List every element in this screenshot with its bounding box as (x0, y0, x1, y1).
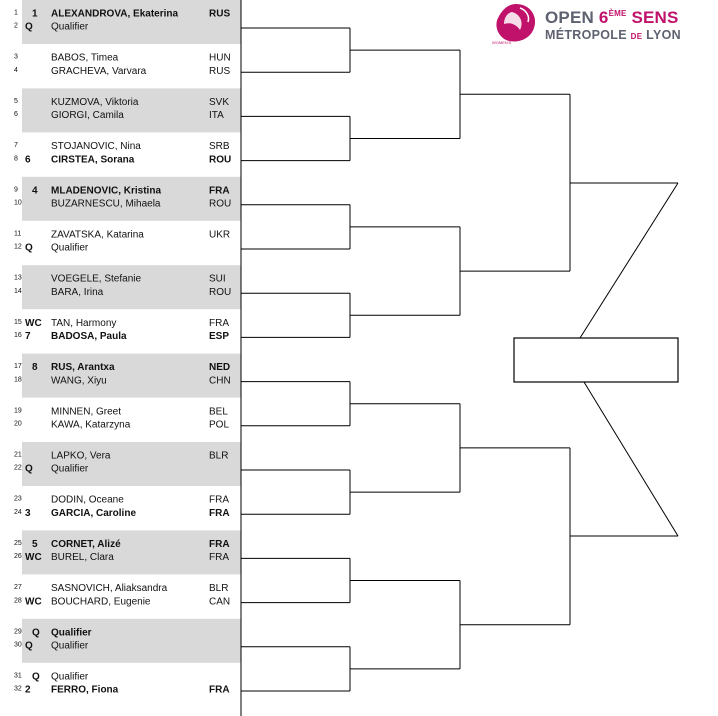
seed-label: 7 (25, 331, 31, 343)
draw-position-number: 29 (14, 628, 22, 636)
draw-position-number: 24 (14, 508, 22, 516)
country-code: ITA (209, 110, 224, 122)
country-code: FRA (209, 684, 230, 696)
country-code: SUI (209, 273, 226, 285)
player-name: FERRO, Fiona (51, 684, 119, 696)
country-code: NED (209, 362, 231, 374)
player-name: WANG, Xiyu (51, 375, 107, 387)
player-name: Qualifier (51, 671, 89, 683)
draw-position-number: 5 (14, 97, 18, 105)
country-code: ROU (209, 198, 232, 210)
country-code: UKR (209, 229, 231, 241)
draw-position-number: 12 (14, 243, 22, 251)
player-name: CORNET, Alizé (51, 538, 121, 550)
country-code: FRA (209, 185, 230, 197)
country-code: BEL (209, 406, 228, 418)
player-name: RUS, Arantxa (51, 362, 115, 374)
draw-position-number: 13 (14, 274, 22, 282)
champion-box (514, 338, 678, 382)
draw-position-number: 2 (14, 22, 18, 30)
draw-position-number: 31 (14, 672, 22, 680)
final-line-top (580, 183, 678, 338)
draw-position-number: 17 (14, 363, 22, 371)
player-name: CIRSTEA, Sorana (51, 154, 135, 166)
seed-label: WC (25, 552, 42, 564)
player-name: SASNOVICH, Aliaksandra (51, 583, 168, 595)
player-name: Qualifier (51, 640, 89, 652)
player-name: MLADENOVIC, Kristina (51, 185, 162, 197)
player-name: TAN, Harmony (51, 317, 117, 329)
draw-position-number: 4 (14, 66, 18, 74)
draw-position-number: 22 (14, 464, 22, 472)
player-name: DODIN, Oceane (51, 494, 124, 506)
seed-label: Q (25, 242, 33, 254)
seed-label: 2 (25, 684, 31, 696)
draw-position-number: 14 (14, 287, 22, 295)
country-code: ESP (209, 331, 230, 343)
seed-label: 3 (25, 507, 31, 519)
country-code: RUS (209, 8, 231, 20)
seed-label: Q (32, 671, 40, 683)
player-name: STOJANOVIC, Nina (51, 141, 141, 153)
draw-position-number: 19 (14, 407, 22, 415)
player-name: GRACHEVA, Varvara (51, 65, 147, 77)
country-code: CHN (209, 375, 231, 387)
player-name: BARA, Irina (51, 286, 104, 298)
country-code: CAN (209, 596, 231, 608)
country-code: RUS (209, 65, 231, 77)
country-code: FRA (209, 507, 230, 519)
country-code: FRA (209, 317, 229, 329)
player-name: VOEGELE, Stefanie (51, 273, 142, 285)
player-name: BADOSA, Paula (51, 331, 127, 343)
player-name: Qualifier (51, 627, 92, 639)
player-name: BABOS, Timea (51, 52, 119, 64)
seed-label: Q (25, 21, 33, 33)
country-code: ROU (209, 286, 232, 298)
draw-position-number: 23 (14, 495, 22, 503)
seed-label: 6 (25, 154, 31, 166)
final-line-bottom (584, 382, 678, 536)
tournament-logo (490, 0, 680, 50)
seed-label: Q (25, 640, 33, 652)
draw-position-number: 3 (14, 53, 18, 61)
player-name: GIORGI, Camila (51, 110, 124, 122)
player-name: ALEXANDROVA, Ekaterina (51, 8, 179, 20)
draw-position-number: 18 (14, 376, 22, 384)
draw-position-number: 26 (14, 553, 22, 561)
player-name: Qualifier (51, 463, 89, 475)
seed-label: WC (25, 317, 42, 329)
country-code: FRA (209, 494, 229, 506)
draw-position-number: 30 (14, 641, 22, 649)
player-name: ZAVATSKA, Katarina (51, 229, 144, 241)
country-code: BLR (209, 583, 229, 595)
draw-position-number: 8 (14, 155, 18, 163)
country-code: FRA (209, 552, 229, 564)
country-code: SRB (209, 141, 230, 153)
country-code: BLR (209, 450, 229, 462)
draw-position-number: 28 (14, 597, 22, 605)
seed-label: 5 (32, 538, 38, 550)
country-code: ROU (209, 154, 232, 166)
seed-label: Q (32, 627, 40, 639)
player-name: BUZARNESCU, Mihaela (51, 198, 161, 210)
draw-position-number: 20 (14, 420, 22, 428)
draw-position-number: 1 (14, 9, 18, 17)
seed-label: WC (25, 596, 42, 608)
draw-position-number: 21 (14, 451, 22, 459)
player-name: BUREL, Clara (51, 552, 114, 564)
country-code: FRA (209, 538, 230, 550)
country-code: SVK (209, 96, 230, 108)
player-name: GARCIA, Caroline (51, 507, 137, 519)
country-code: HUN (209, 52, 231, 64)
logo-subtitle: MÉTROPOLE DE LYON (545, 28, 681, 42)
seed-label: Q (25, 463, 33, 475)
draw-position-number: 6 (14, 111, 18, 119)
player-name: Qualifier (51, 242, 89, 254)
player-name: KAWA, Katarzyna (51, 419, 131, 431)
draw-position-number: 32 (14, 685, 22, 693)
player-name: KUZMOVA, Viktoria (51, 96, 139, 108)
draw-position-number: 9 (14, 186, 18, 194)
draw-position-number: 11 (14, 230, 22, 238)
draw-position-number: 15 (14, 318, 22, 326)
player-name: MINNEN, Greet (51, 406, 122, 418)
player-name: BOUCHARD, Eugenie (51, 596, 151, 608)
logo-tagline: WOMEN'S (492, 40, 512, 45)
seed-label: 8 (32, 362, 38, 374)
player-name: Qualifier (51, 21, 89, 33)
country-code: POL (209, 419, 230, 431)
draw-position-number: 10 (14, 199, 22, 207)
draw-position-number: 27 (14, 584, 22, 592)
draw-position-number: 7 (14, 142, 18, 150)
player-name: LAPKO, Vera (51, 450, 111, 462)
draw-position-number: 16 (14, 332, 22, 340)
seed-label: 1 (32, 8, 38, 20)
logo-title: OPEN 6ÈME SENS (545, 8, 679, 27)
seed-label: 4 (32, 185, 38, 197)
draw-position-number: 25 (14, 539, 22, 547)
